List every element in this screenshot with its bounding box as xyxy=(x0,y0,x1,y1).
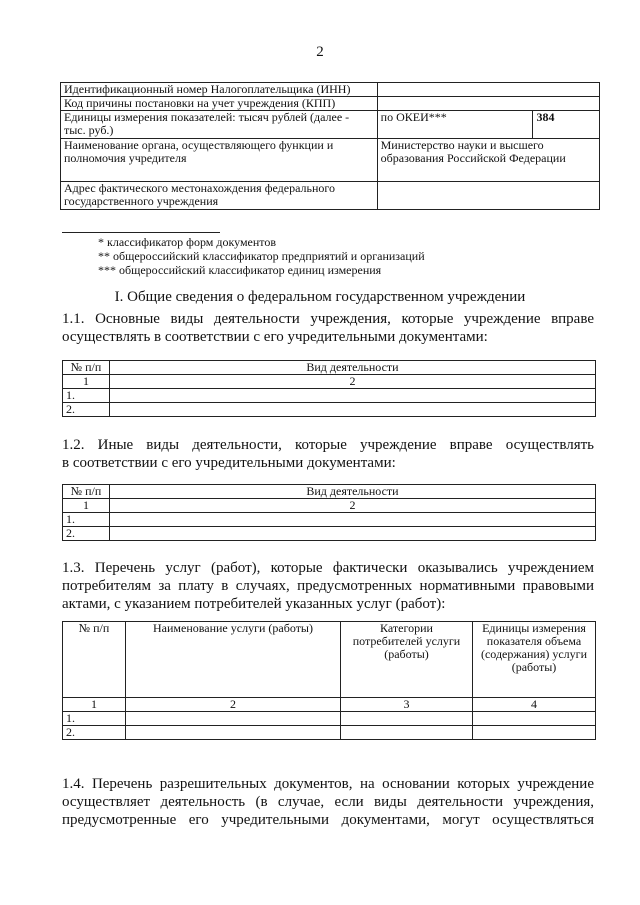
paragraph-1-4 xyxy=(62,775,594,829)
okei-code: 384 xyxy=(533,111,600,139)
col-activity-header: Вид деятельности xyxy=(110,485,596,499)
col-activity-header: Вид деятельности xyxy=(110,361,596,375)
col-number-index: 1 xyxy=(63,499,110,513)
paragraph-line: 1.1. Основные виды деятельности учреждения, которые учреждение вправе xyxy=(62,311,594,327)
row-value xyxy=(110,389,596,403)
row-value xyxy=(110,527,596,541)
paragraph-line: 1.4. Перечень разрешительных документов, на основании которых учреждение xyxy=(62,776,594,792)
col-service-name-header: Наименование услуги (работы) xyxy=(126,622,341,698)
table-row xyxy=(63,712,596,726)
footnote-separator xyxy=(62,232,220,233)
address-label: Адрес фактического местонахождения федерального государственного учреждения xyxy=(61,182,378,210)
footnote-1: * классификатор форм документов xyxy=(98,235,277,249)
col-activity-index: 2 xyxy=(110,499,596,513)
paragraph-line: предусмотренные его учредительными документами, могут осуществляться xyxy=(62,812,594,828)
paragraph-1-1 xyxy=(62,310,594,346)
paragraph-line: осуществляет деятельность (в случае, если виды деятельности учреждения, xyxy=(62,794,594,810)
founder-value: Министерство науки и высшего образования Российской Федерации xyxy=(377,139,599,182)
col-index: 2 xyxy=(126,698,341,712)
table-row xyxy=(63,513,596,527)
paragraph-1-3 xyxy=(62,559,594,613)
table-activities-other xyxy=(62,484,596,541)
okei-label: по ОКЕИ*** xyxy=(377,111,533,139)
row-number: 1. xyxy=(63,513,110,527)
paragraph-line: осуществлять в соответствии с его учредительными документами: xyxy=(62,329,488,345)
row-value xyxy=(341,726,473,740)
col-number-header: № п/п xyxy=(63,361,110,375)
col-index: 4 xyxy=(473,698,596,712)
col-number-index: 1 xyxy=(63,375,110,389)
row-number: 2. xyxy=(63,726,126,740)
paragraph-line: в соответствии с его учредительными документами: xyxy=(62,455,396,471)
col-index: 1 xyxy=(63,698,126,712)
row-number: 2. xyxy=(63,527,110,541)
section-title: I. Общие сведения о федеральном государственном учреждении xyxy=(114,289,526,305)
row-value xyxy=(473,726,596,740)
paragraph-line: 1.3. Перечень услуг (работ), которые фактически оказывались учреждением xyxy=(62,560,594,576)
page-number: 2 xyxy=(316,44,324,60)
row-number: 1. xyxy=(63,712,126,726)
row-value xyxy=(110,403,596,417)
inn-value xyxy=(377,83,599,97)
table-row xyxy=(63,403,596,417)
kpp-label: Код причины постановки на учет учреждения (КПП) xyxy=(61,97,378,111)
units-label: Единицы измерения показателей: тысяч рублей (далее - тыс. руб.) xyxy=(61,111,378,139)
inn-label: Идентификационный номер Налогоплательщика (ИНН) xyxy=(61,83,378,97)
col-units-header: Единицы измерения показателя объема (содержания) услуги (работы) xyxy=(473,622,596,698)
row-value xyxy=(473,712,596,726)
institution-header-table xyxy=(60,82,600,210)
col-number-header: № п/п xyxy=(63,485,110,499)
col-number-header: № п/п xyxy=(63,622,126,698)
kpp-value xyxy=(377,97,599,111)
paragraph-line: актами, с указанием потребителей указанных услуг (работ): xyxy=(62,596,446,612)
paragraph-line: потребителям за плату в случаях, предусмотренных нормативными правовыми xyxy=(62,578,594,594)
table-services xyxy=(62,621,596,740)
table-row xyxy=(63,726,596,740)
row-number: 2. xyxy=(63,403,110,417)
footnote-2: ** общероссийский классификатор предприятий и организаций xyxy=(98,249,425,263)
row-number: 1. xyxy=(63,389,110,403)
col-index: 3 xyxy=(341,698,473,712)
address-value xyxy=(377,182,599,210)
footnote-3: *** общероссийский классификатор единиц измерения xyxy=(98,263,382,277)
row-value xyxy=(341,712,473,726)
col-consumer-category-header: Категории потребителей услуги (работы) xyxy=(341,622,473,698)
row-value xyxy=(110,513,596,527)
col-activity-index: 2 xyxy=(110,375,596,389)
row-value xyxy=(126,726,341,740)
founder-label: Наименование органа, осуществляющего функции и полномочия учредителя xyxy=(61,139,378,182)
row-value xyxy=(126,712,341,726)
paragraph-1-2 xyxy=(62,436,594,472)
table-activities-main xyxy=(62,360,596,417)
table-row xyxy=(63,527,596,541)
paragraph-line: 1.2. Иные виды деятельности, которые учреждение вправе осуществлять xyxy=(62,437,594,453)
table-row xyxy=(63,389,596,403)
